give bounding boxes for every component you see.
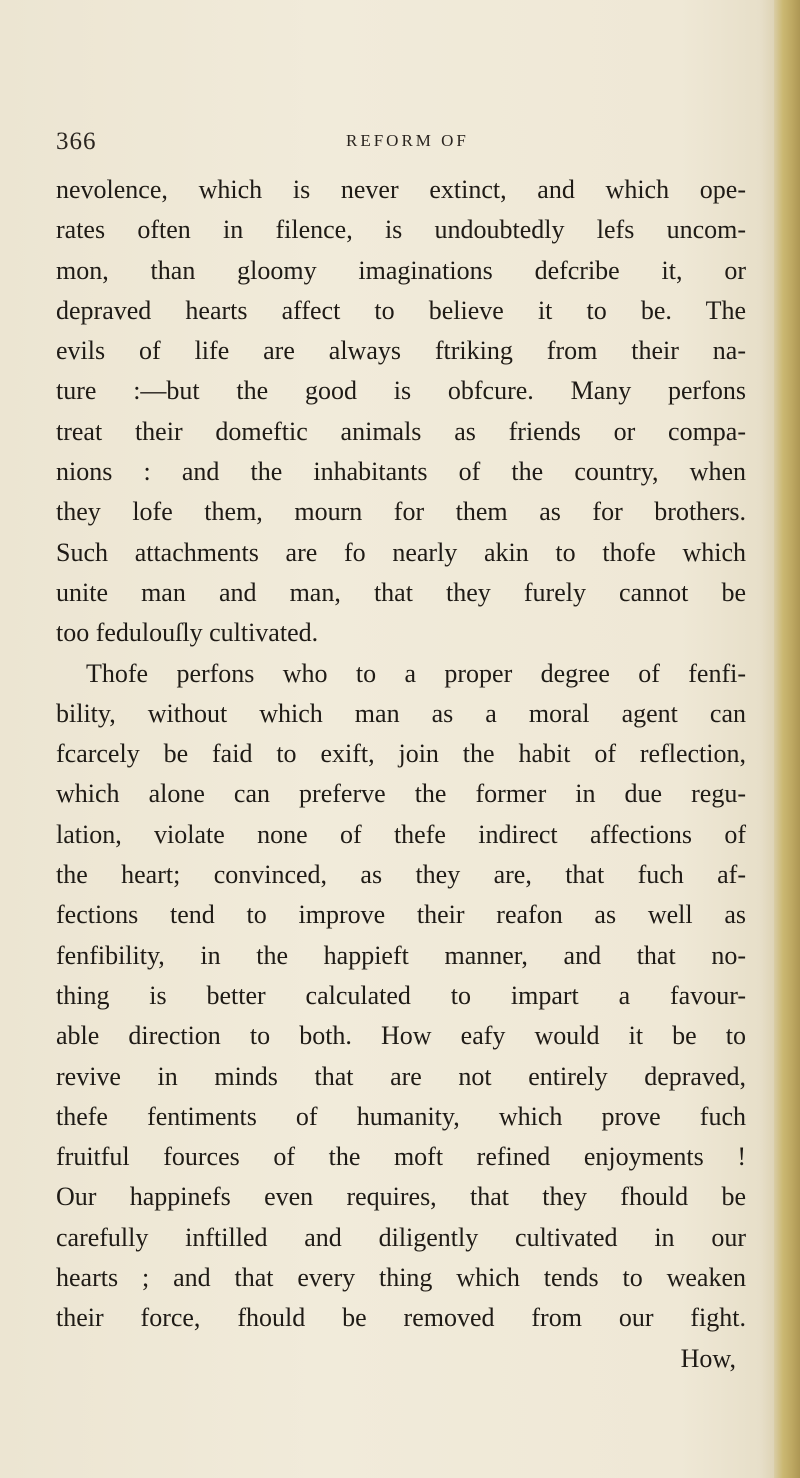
text-line: nevolence, which is never extinct, and which ope- [56, 175, 746, 204]
page-header [0, 128, 800, 160]
text-line: too fedulouſly cultivated. [56, 618, 319, 648]
text-line: which alone can preferve the former in due regu- [56, 779, 746, 809]
text-line: ture :—but the good is obfcure. Many perfons [56, 376, 746, 406]
text-line: unite man and man, that they furely cannot be [56, 577, 746, 607]
text-line: Such attachments are fo nearly akin to thofe which [56, 537, 746, 567]
page-number: 366 [56, 128, 97, 155]
catchword: How, [680, 1343, 736, 1373]
text-line: treat their domeftic animals as friends or compa- [56, 416, 746, 446]
paragraph-start-line: Thofe perfons who to a proper degree of fenfi- [86, 658, 746, 688]
text-line: nions : and the inhabitants of the country, when [56, 457, 746, 487]
text-line: fenfibility, in the happieft manner, and that no- [56, 940, 746, 970]
text-line: revive in minds that are not entirely depraved, [56, 1061, 746, 1091]
text-line: thing is better calculated to impart a favour- [56, 980, 746, 1010]
text-line: lation, violate none of thefe indirect affections of [56, 819, 746, 849]
text-line: fcarcely be faid to exift, join the habit of reflection, [56, 739, 746, 769]
text-line: fections tend to improve their reafon as well as [56, 900, 746, 930]
text-line: able direction to both. How eafy would it be to [56, 1021, 746, 1051]
text-line: fruitful fources of the moft refined enjoyments ! [56, 1142, 746, 1172]
page-edge [774, 0, 800, 1478]
running-head: REFORM OF [346, 131, 469, 150]
text-line: the heart; convinced, as they are, that fuch af- [56, 860, 746, 890]
text-line: depraved hearts affect to believe it to be. The [56, 295, 746, 325]
text-line: rates often in filence, is undoubtedly lefs uncom- [56, 215, 746, 245]
text-line: they lofe them, mourn for them as for brothers. [56, 497, 746, 527]
text-line: mon, than gloomy imaginations defcribe it, or [56, 255, 746, 285]
text-line: carefully inftilled and diligently cultivated in our [56, 1222, 746, 1252]
text-line: evils of life are always ftriking from their na- [56, 336, 746, 366]
text-line: thefe fentiments of humanity, which prove fuch [56, 1101, 746, 1131]
text-line: hearts ; and that every thing which tends to weaken [56, 1263, 746, 1293]
text-line: bility, without which man as a moral agent can [56, 698, 746, 728]
body-text [56, 170, 746, 1379]
text-line: their force, fhould be removed from our fight. [56, 1303, 746, 1333]
text-line: Our happinefs even requires, that they fhould be [56, 1182, 746, 1212]
